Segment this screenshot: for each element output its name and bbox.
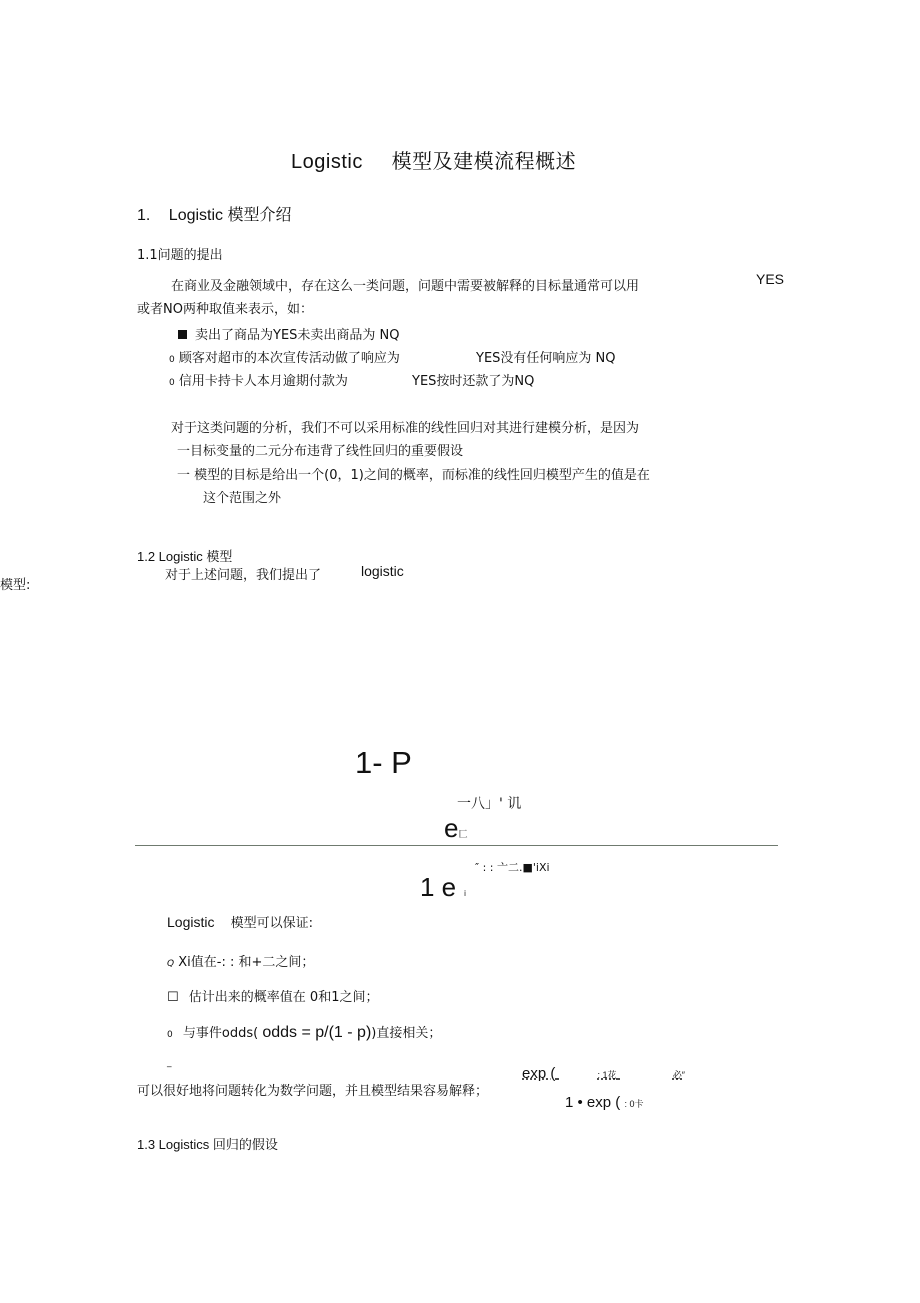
formula-denominator-noise: ″ : : 亠二.■'iXi [475, 861, 550, 874]
guarantee-3-text-a: 与事件odds( [182, 1026, 259, 1041]
guarantee-3-text-c: )直接相关； [371, 1026, 442, 1041]
reason-1: 一目标变量的二元分布违背了线性回归的重要假设 [177, 444, 464, 459]
guarantee-intro [167, 912, 313, 931]
guarantee-1-text: Xi值在-: : 和+二之间； [178, 955, 315, 970]
guarantee-3-marker: 0 [167, 1030, 173, 1040]
formula-denominator-text: 1 e [420, 872, 457, 902]
exp-numerator-c: 必″ [672, 1070, 685, 1080]
example-3-text-b: YES按时还款了为NQ [412, 374, 535, 389]
exp-denominator-a: 1 • exp ( [565, 1094, 621, 1111]
formula-lhs: 1- P [355, 745, 412, 780]
guarantee-3-odds-formula: odds = p/(1 - p) [262, 1024, 372, 1041]
section-1-number: 1. [137, 207, 151, 224]
example-3-marker: 0 [169, 378, 175, 388]
example-1-text: 卖出了商品为YES未卖出商品为 NQ [195, 328, 400, 343]
formula-fraction-bar [135, 845, 778, 846]
analysis-intro: 对于这类问题的分析，我们不可以采用标准的线性回归对其进行建模分析，是因为 [171, 421, 640, 436]
formula-superscript: 一八」' 讥 [457, 796, 522, 812]
example-item-2 [169, 347, 400, 366]
exp-fraction-numerator [522, 1065, 712, 1082]
page-title-cjk: 模型及建模流程概述 [391, 149, 577, 173]
guarantee-item-3 [167, 1022, 441, 1042]
exp-fraction-denominator [565, 1094, 643, 1111]
page-title [291, 145, 576, 174]
reason-2: 一 模型的目标是给出一个(0，1)之间的概率，而标准的线性回归模型产生的值是在 [177, 468, 650, 483]
guarantee-item-1 [167, 951, 314, 970]
example-3-text-a: 信用卡持卡人本月逾期付款为 [178, 374, 348, 389]
margin-note: 模型: [0, 578, 31, 593]
section-1-3-heading: 1.3 Logistics 回归的假设 [137, 1137, 278, 1152]
formula-numerator-sub: 匚 [458, 829, 468, 839]
guarantee-item-2 [167, 986, 378, 1005]
square-bullet-icon [178, 330, 187, 339]
formula-denominator-sub: i [464, 889, 466, 898]
example-item-3 [169, 370, 348, 389]
paragraph-line-1: 在商业及金融领域中，存在这么一类问题，问题中需要被解释的目标量通常可以用 [171, 279, 640, 294]
example-item-1 [178, 324, 400, 343]
exp-numerator-b: : 1花 [597, 1070, 617, 1080]
reason-2-continued: 这个范围之外 [203, 491, 282, 506]
section-1-title: Logistic 模型介绍 [168, 207, 292, 224]
checkbox-icon: ☐ [167, 990, 179, 1005]
page-title-latin: Logistic [291, 151, 363, 173]
paragraph-line-1-yes: YES [756, 271, 785, 287]
guarantee-intro-cjk: 模型可以保证: [230, 916, 313, 931]
guarantee-2-text: 估计出来的概率值在 0和1之间； [188, 990, 379, 1005]
paragraph-line-2: 或者NO两种取值来表示，如： [137, 302, 313, 317]
exp-denominator-b: : 0卡 [624, 1099, 644, 1109]
exp-numerator-a: exp ( [522, 1065, 556, 1082]
guarantee-1-marker: Q [167, 959, 175, 969]
section-1-heading [137, 202, 292, 225]
example-2-text-a: 顾客对超市的本次宣传活动做了响应为 [178, 351, 400, 366]
interpret-text: 可以很好地将问题转化为数学问题，并且模型结果容易解释； [137, 1084, 489, 1099]
section-1-1-heading: 1.1问题的提出 [137, 248, 223, 263]
formula-numerator [444, 813, 467, 844]
section-1-2-heading: 1.2 Logistic 模型 [137, 549, 233, 564]
guarantee-intro-latin: Logistic [167, 914, 215, 930]
example-2-marker: 0 [169, 355, 175, 365]
model-intro-b: logistic [361, 563, 404, 579]
formula-numerator-e: e [444, 813, 459, 843]
dash-mark: _ [167, 1058, 172, 1068]
formula-denominator [420, 872, 466, 903]
model-intro-a: 对于上述问题，我们提出了 [165, 568, 322, 583]
example-2-text-b: YES没有任何响应为 NQ [476, 351, 616, 366]
